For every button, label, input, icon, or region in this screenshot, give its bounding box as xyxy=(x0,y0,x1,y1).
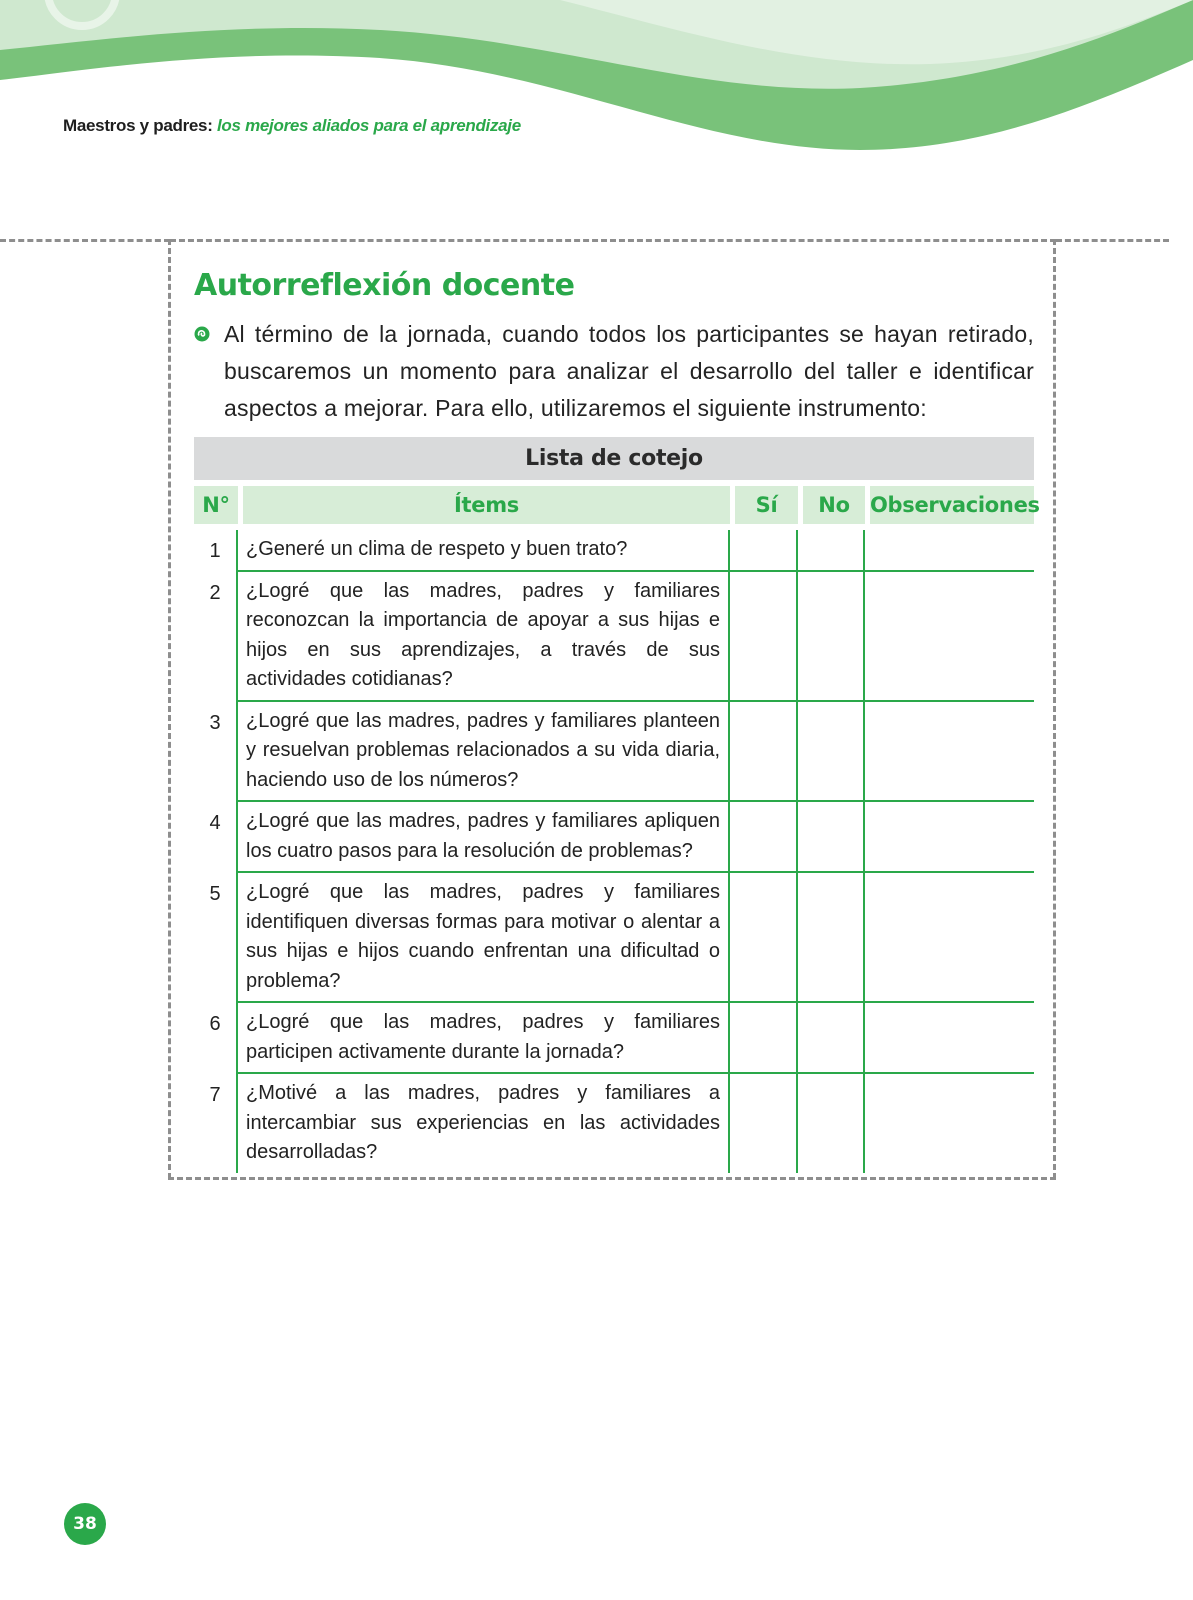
row-number: 1 xyxy=(194,530,238,572)
table-row xyxy=(194,702,1034,803)
no-cell[interactable] xyxy=(798,530,865,572)
yes-cell[interactable] xyxy=(730,1074,798,1173)
no-cell[interactable] xyxy=(798,873,865,1003)
table-row xyxy=(194,1003,1034,1074)
intro-text: Al término de la jornada, cuando todos los participantes se hayan retirado, buscaremos un momento para analizar el desarrollo del taller e identificar aspectos a mejorar. Para ello, utilizaremos el siguiente instrumento: xyxy=(224,321,1034,421)
row-number: 7 xyxy=(194,1074,238,1173)
column-header-number: N° xyxy=(194,486,238,524)
row-number: 4 xyxy=(194,802,238,873)
page-number-badge: 38 xyxy=(64,1503,106,1545)
running-header-title: Maestros y padres: xyxy=(63,116,213,135)
row-item: ¿Logré que las madres, padres y familiares apliquen los cuatro pasos para la resolución de problemas? xyxy=(238,802,730,873)
table-row xyxy=(194,873,1034,1003)
yes-cell[interactable] xyxy=(730,530,798,572)
observations-cell[interactable] xyxy=(865,1074,1034,1173)
observations-cell[interactable] xyxy=(865,530,1034,572)
frame-right-line xyxy=(1053,239,1056,1179)
frame-left-line xyxy=(168,239,171,1179)
frame-bottom-line xyxy=(168,1177,1056,1180)
row-item: ¿Logré que las madres, padres y familiares identifiquen diversas formas para motivar o alentar a sus hijas e hijos cuando enfrentan una dificultad o problema? xyxy=(238,873,730,1003)
yes-cell[interactable] xyxy=(730,572,798,702)
column-header-no: No xyxy=(798,486,865,524)
column-header-yes: Sí xyxy=(730,486,798,524)
row-item: ¿Motivé a las madres, padres y familiares a intercambiar sus experiencias en las actividades desarrolladas? xyxy=(238,1074,730,1173)
yes-cell[interactable] xyxy=(730,802,798,873)
row-number: 6 xyxy=(194,1003,238,1074)
main-content xyxy=(194,264,1040,1173)
table-row xyxy=(194,802,1034,873)
section-title: Autorreflexión docente xyxy=(194,268,575,303)
row-item: ¿Logré que las madres, padres y familiares reconozcan la importancia de apoyar a sus hijas e hijos en sus aprendizajes, a través de sus actividades cotidianas? xyxy=(238,572,730,702)
observations-cell[interactable] xyxy=(865,802,1034,873)
yes-cell[interactable] xyxy=(730,1003,798,1074)
row-item: ¿Logré que las madres, padres y familiares planteen y resuelvan problemas relacionados a su vida diaria, haciendo uso de los números? xyxy=(238,702,730,803)
row-item: ¿Logré que las madres, padres y familiares participen activamente durante la jornada? xyxy=(238,1003,730,1074)
row-number: 5 xyxy=(194,873,238,1003)
row-item: ¿Generé un clima de respeto y buen trato? xyxy=(238,530,730,572)
no-cell[interactable] xyxy=(798,702,865,803)
observations-cell[interactable] xyxy=(865,873,1034,1003)
running-header-subtitle: los mejores aliados para el aprendizaje xyxy=(217,116,521,135)
frame-top-left-line xyxy=(0,239,170,242)
table-row xyxy=(194,1074,1034,1173)
row-number: 3 xyxy=(194,702,238,803)
header-wave-decoration xyxy=(0,0,1193,160)
frame-top-line xyxy=(170,239,1056,242)
row-number: 2 xyxy=(194,572,238,702)
table-row xyxy=(194,572,1034,702)
observations-cell[interactable] xyxy=(865,1003,1034,1074)
observations-cell[interactable] xyxy=(865,572,1034,702)
column-header-observations: Observaciones xyxy=(865,486,1034,524)
yes-cell[interactable] xyxy=(730,702,798,803)
table-row xyxy=(194,530,1034,572)
yes-cell[interactable] xyxy=(730,873,798,1003)
checklist-caption: Lista de cotejo xyxy=(194,437,1034,480)
observations-cell[interactable] xyxy=(865,702,1034,803)
bullet-icon xyxy=(194,326,210,342)
intro-paragraph xyxy=(194,316,1034,427)
checklist-table xyxy=(194,437,1040,1173)
no-cell[interactable] xyxy=(798,572,865,702)
running-header xyxy=(63,116,521,136)
no-cell[interactable] xyxy=(798,1003,865,1074)
no-cell[interactable] xyxy=(798,1074,865,1173)
frame-top-right-line xyxy=(1056,239,1169,242)
no-cell[interactable] xyxy=(798,802,865,873)
column-header-items: Ítems xyxy=(238,486,730,524)
table-header-row xyxy=(194,486,1034,524)
